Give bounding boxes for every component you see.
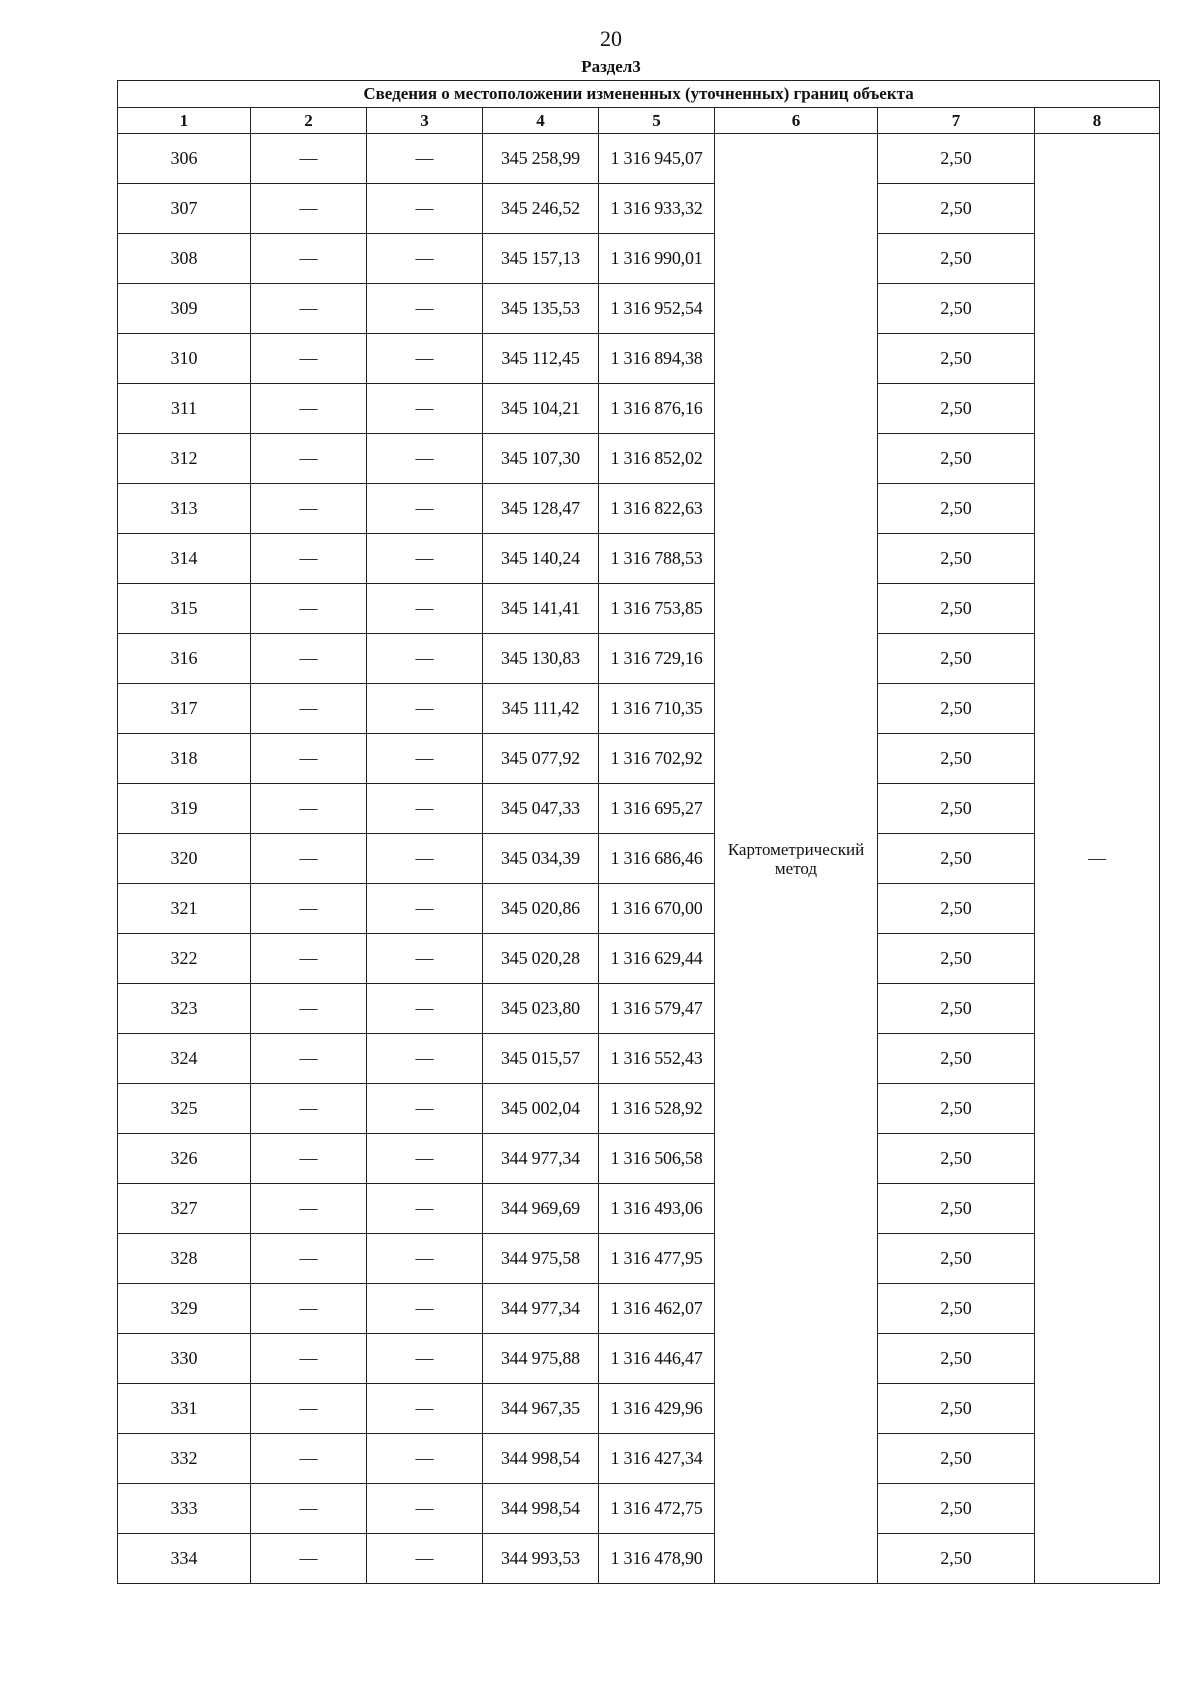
accuracy-value: 2,50: [878, 834, 1035, 884]
col2-value: —: [251, 1134, 367, 1184]
col3-value: —: [367, 1084, 483, 1134]
coordinate-y: 1 316 506,58: [599, 1134, 715, 1184]
coordinate-y: 1 316 788,53: [599, 534, 715, 584]
col3-value: —: [367, 984, 483, 1034]
coordinate-x: 344 998,54: [483, 1484, 599, 1534]
col3-value: —: [367, 334, 483, 384]
column-number-2: 2: [251, 108, 367, 134]
table-row: [118, 284, 1160, 334]
accuracy-value: 2,50: [878, 1084, 1035, 1134]
coordinate-x: 345 034,39: [483, 834, 599, 884]
coordinate-x: 344 977,34: [483, 1284, 599, 1334]
coordinate-y: 1 316 710,35: [599, 684, 715, 734]
col3-value: —: [367, 834, 483, 884]
section-title: Раздел3: [581, 57, 641, 76]
table-row: [118, 1534, 1160, 1584]
coordinate-y: 1 316 852,02: [599, 434, 715, 484]
point-number: 306: [118, 134, 251, 184]
table-row: [118, 1434, 1160, 1484]
column-number-8: 8: [1035, 108, 1160, 134]
table-row: [118, 1134, 1160, 1184]
point-number: 316: [118, 634, 251, 684]
method-cell: Картометрический метод: [715, 134, 878, 1584]
point-number: 326: [118, 1134, 251, 1184]
coordinate-x: 345 246,52: [483, 184, 599, 234]
point-number: 317: [118, 684, 251, 734]
point-number: 320: [118, 834, 251, 884]
table-row: [118, 1034, 1160, 1084]
accuracy-value: 2,50: [878, 184, 1035, 234]
accuracy-value: 2,50: [878, 1234, 1035, 1284]
coordinate-x: 345 128,47: [483, 484, 599, 534]
coordinate-x: 345 157,13: [483, 234, 599, 284]
col2-value: —: [251, 1184, 367, 1234]
coordinate-x: 344 975,58: [483, 1234, 599, 1284]
point-number: 331: [118, 1384, 251, 1434]
coordinate-x: 345 002,04: [483, 1084, 599, 1134]
col3-value: —: [367, 1034, 483, 1084]
col3-value: —: [367, 384, 483, 434]
col2-value: —: [251, 534, 367, 584]
point-number: 319: [118, 784, 251, 834]
col2-value: —: [251, 984, 367, 1034]
accuracy-value: 2,50: [878, 534, 1035, 584]
accuracy-value: 2,50: [878, 234, 1035, 284]
table-row: [118, 584, 1160, 634]
coordinate-x: 344 977,34: [483, 1134, 599, 1184]
point-number: 322: [118, 934, 251, 984]
coordinate-x: 345 111,42: [483, 684, 599, 734]
point-number: 313: [118, 484, 251, 534]
page-number: 20: [600, 26, 622, 51]
accuracy-value: 2,50: [878, 934, 1035, 984]
table-row: [118, 1184, 1160, 1234]
table-row: [118, 784, 1160, 834]
table-row: [118, 384, 1160, 434]
table-row: [118, 1484, 1160, 1534]
coordinate-y: 1 316 446,47: [599, 1334, 715, 1384]
coordinate-y: 1 316 552,43: [599, 1034, 715, 1084]
accuracy-value: 2,50: [878, 484, 1035, 534]
accuracy-value: 2,50: [878, 1334, 1035, 1384]
point-number: 307: [118, 184, 251, 234]
point-number: 333: [118, 1484, 251, 1534]
accuracy-value: 2,50: [878, 284, 1035, 334]
coordinate-y: 1 316 729,16: [599, 634, 715, 684]
col3-value: —: [367, 734, 483, 784]
coordinate-x: 345 020,86: [483, 884, 599, 934]
col3-value: —: [367, 484, 483, 534]
accuracy-value: 2,50: [878, 1284, 1035, 1334]
point-number: 329: [118, 1284, 251, 1334]
table-row: [118, 884, 1160, 934]
table-row: [118, 1234, 1160, 1284]
col2-value: —: [251, 684, 367, 734]
table-row: [118, 184, 1160, 234]
table-row: [118, 984, 1160, 1034]
coordinate-x: 345 077,92: [483, 734, 599, 784]
col3-value: —: [367, 534, 483, 584]
accuracy-value: 2,50: [878, 1184, 1035, 1234]
accuracy-value: 2,50: [878, 684, 1035, 734]
coordinate-x: 345 141,41: [483, 584, 599, 634]
table-row: [118, 1334, 1160, 1384]
coordinate-x: 345 047,33: [483, 784, 599, 834]
point-number: 315: [118, 584, 251, 634]
coordinate-y: 1 316 472,75: [599, 1484, 715, 1534]
table-row: [118, 684, 1160, 734]
table-row: [118, 834, 1160, 884]
coordinate-y: 1 316 686,46: [599, 834, 715, 884]
accuracy-value: 2,50: [878, 1134, 1035, 1184]
table-row: [118, 1084, 1160, 1134]
point-number: 328: [118, 1234, 251, 1284]
coordinate-y: 1 316 462,07: [599, 1284, 715, 1334]
accuracy-value: 2,50: [878, 134, 1035, 184]
column-number-4: 4: [483, 108, 599, 134]
table-row: [118, 134, 1160, 184]
col2-value: —: [251, 434, 367, 484]
table-row: [118, 484, 1160, 534]
coordinate-x: 345 104,21: [483, 384, 599, 434]
table-row: [118, 1384, 1160, 1434]
col3-value: —: [367, 134, 483, 184]
coordinate-x: 345 135,53: [483, 284, 599, 334]
col2-value: —: [251, 934, 367, 984]
point-number: 323: [118, 984, 251, 1034]
coordinate-y: 1 316 876,16: [599, 384, 715, 434]
column-number-3: 3: [367, 108, 483, 134]
point-number: 310: [118, 334, 251, 384]
table-body: [118, 134, 1160, 1584]
col2-value: —: [251, 834, 367, 884]
point-number: 314: [118, 534, 251, 584]
coordinate-y: 1 316 478,90: [599, 1534, 715, 1584]
coordinate-y: 1 316 933,32: [599, 184, 715, 234]
coordinate-y: 1 316 629,44: [599, 934, 715, 984]
coordinate-y: 1 316 753,85: [599, 584, 715, 634]
col8-cell: —: [1035, 134, 1160, 1584]
coordinate-x: 344 998,54: [483, 1434, 599, 1484]
col3-value: —: [367, 1334, 483, 1384]
accuracy-value: 2,50: [878, 634, 1035, 684]
coordinate-x: 344 975,88: [483, 1334, 599, 1384]
accuracy-value: 2,50: [878, 884, 1035, 934]
col2-value: —: [251, 134, 367, 184]
coordinate-y: 1 316 528,92: [599, 1084, 715, 1134]
table-row: [118, 534, 1160, 584]
table-row: [118, 634, 1160, 684]
coordinate-y: 1 316 990,01: [599, 234, 715, 284]
col2-value: —: [251, 384, 367, 434]
col2-value: —: [251, 784, 367, 834]
accuracy-value: 2,50: [878, 334, 1035, 384]
coordinate-y: 1 316 822,63: [599, 484, 715, 534]
point-number: 308: [118, 234, 251, 284]
col3-value: —: [367, 1184, 483, 1234]
coordinate-y: 1 316 702,92: [599, 734, 715, 784]
col3-value: —: [367, 184, 483, 234]
table-row: [118, 734, 1160, 784]
coordinate-y: 1 316 477,95: [599, 1234, 715, 1284]
col3-value: —: [367, 234, 483, 284]
col3-value: —: [367, 1484, 483, 1534]
col2-value: —: [251, 484, 367, 534]
point-number: 324: [118, 1034, 251, 1084]
point-number: 327: [118, 1184, 251, 1234]
point-number: 311: [118, 384, 251, 434]
coordinate-x: 345 130,83: [483, 634, 599, 684]
table-row: [118, 334, 1160, 384]
col2-value: —: [251, 234, 367, 284]
column-number-row: [118, 108, 1160, 134]
col2-value: —: [251, 1284, 367, 1334]
coordinate-x: 345 023,80: [483, 984, 599, 1034]
coordinate-y: 1 316 952,54: [599, 284, 715, 334]
point-number: 312: [118, 434, 251, 484]
col2-value: —: [251, 1234, 367, 1284]
col3-value: —: [367, 1234, 483, 1284]
coordinate-y: 1 316 493,06: [599, 1184, 715, 1234]
col3-value: —: [367, 1434, 483, 1484]
point-number: 321: [118, 884, 251, 934]
col3-value: —: [367, 1384, 483, 1434]
coordinate-x: 344 993,53: [483, 1534, 599, 1584]
coordinate-y: 1 316 429,96: [599, 1384, 715, 1434]
point-number: 334: [118, 1534, 251, 1584]
accuracy-value: 2,50: [878, 434, 1035, 484]
col2-value: —: [251, 334, 367, 384]
col3-value: —: [367, 1134, 483, 1184]
accuracy-value: 2,50: [878, 734, 1035, 784]
accuracy-value: 2,50: [878, 1384, 1035, 1434]
accuracy-value: 2,50: [878, 1434, 1035, 1484]
boundary-coordinates-table: [117, 80, 1160, 1584]
col3-value: —: [367, 584, 483, 634]
coordinate-y: 1 316 579,47: [599, 984, 715, 1034]
accuracy-value: 2,50: [878, 1034, 1035, 1084]
col3-value: —: [367, 784, 483, 834]
accuracy-value: 2,50: [878, 1484, 1035, 1534]
col2-value: —: [251, 1034, 367, 1084]
column-number-7: 7: [878, 108, 1035, 134]
col2-value: —: [251, 1534, 367, 1584]
col3-value: —: [367, 1534, 483, 1584]
coordinate-x: 344 967,35: [483, 1384, 599, 1434]
col3-value: —: [367, 634, 483, 684]
col2-value: —: [251, 1384, 367, 1434]
col3-value: —: [367, 934, 483, 984]
coordinate-y: 1 316 695,27: [599, 784, 715, 834]
point-number: 332: [118, 1434, 251, 1484]
col3-value: —: [367, 884, 483, 934]
col2-value: —: [251, 734, 367, 784]
col2-value: —: [251, 1434, 367, 1484]
col2-value: —: [251, 1334, 367, 1384]
coordinate-y: 1 316 894,38: [599, 334, 715, 384]
accuracy-value: 2,50: [878, 384, 1035, 434]
column-number-5: 5: [599, 108, 715, 134]
coordinate-y: 1 316 945,07: [599, 134, 715, 184]
coordinate-y: 1 316 427,34: [599, 1434, 715, 1484]
col2-value: —: [251, 1084, 367, 1134]
col2-value: —: [251, 884, 367, 934]
point-number: 318: [118, 734, 251, 784]
col2-value: —: [251, 584, 367, 634]
table-row: [118, 934, 1160, 984]
col3-value: —: [367, 434, 483, 484]
coordinate-x: 345 107,30: [483, 434, 599, 484]
table-row: [118, 434, 1160, 484]
accuracy-value: 2,50: [878, 1534, 1035, 1584]
coordinate-x: 345 020,28: [483, 934, 599, 984]
point-number: 330: [118, 1334, 251, 1384]
accuracy-value: 2,50: [878, 784, 1035, 834]
point-number: 309: [118, 284, 251, 334]
col3-value: —: [367, 1284, 483, 1334]
column-number-1: 1: [118, 108, 251, 134]
col3-value: —: [367, 684, 483, 734]
coordinate-x: 344 969,69: [483, 1184, 599, 1234]
coordinate-y: 1 316 670,00: [599, 884, 715, 934]
coordinate-x: 345 015,57: [483, 1034, 599, 1084]
table-row: [118, 1284, 1160, 1334]
coordinate-x: 345 140,24: [483, 534, 599, 584]
accuracy-value: 2,50: [878, 984, 1035, 1034]
col2-value: —: [251, 184, 367, 234]
col3-value: —: [367, 284, 483, 334]
col2-value: —: [251, 634, 367, 684]
col2-value: —: [251, 1484, 367, 1534]
accuracy-value: 2,50: [878, 584, 1035, 634]
table-title: Сведения о местоположении измененных (уточненных) границ объекта: [118, 81, 1160, 108]
column-number-6: 6: [715, 108, 878, 134]
point-number: 325: [118, 1084, 251, 1134]
table-row: [118, 234, 1160, 284]
coordinate-x: 345 112,45: [483, 334, 599, 384]
col2-value: —: [251, 284, 367, 334]
coordinate-x: 345 258,99: [483, 134, 599, 184]
